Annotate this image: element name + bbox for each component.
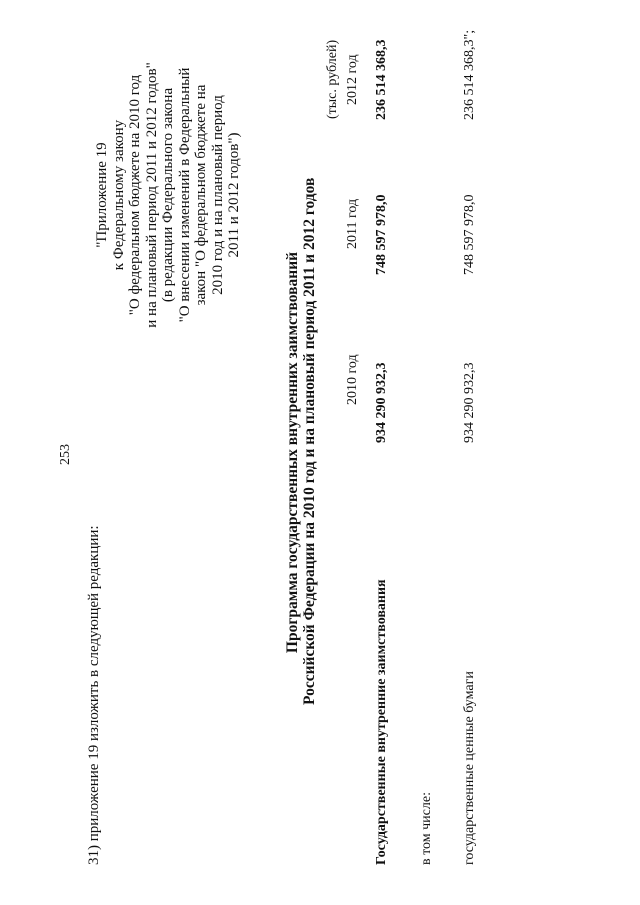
appendix-line: и на плановый период 2011 и 2012 годов" bbox=[143, 62, 160, 328]
appendix-line: 2010 год и на плановый период bbox=[209, 95, 226, 295]
units-label: (тыс. рублей) bbox=[325, 39, 340, 119]
table-cell: 748 597 978,0 bbox=[374, 194, 389, 275]
column-header-2011: 2011 год bbox=[345, 198, 360, 249]
table-cell: 748 597 978,0 bbox=[462, 194, 477, 275]
appendix-line: закон "О федеральном бюджете на bbox=[193, 84, 209, 306]
table-row-label: в том числе: bbox=[419, 792, 434, 865]
appendix-line: "О внесении изменений в Федеральный bbox=[176, 67, 193, 323]
table-row-label: государственные ценные бумаги bbox=[462, 671, 477, 865]
appendix-line: 2011 и 2012 годов") bbox=[226, 132, 242, 258]
table-cell: 934 290 932,3 bbox=[462, 362, 477, 443]
table-row-label: Государственные внутренние заимствования bbox=[374, 579, 389, 865]
column-header-2012: 2012 год bbox=[345, 54, 360, 105]
appendix-line: "О федеральном бюджете на 2010 год bbox=[127, 74, 143, 316]
table-cell: 934 290 932,3 bbox=[374, 362, 389, 443]
page-number: 253 bbox=[58, 444, 73, 465]
title-line: Российской Федерации на 2010 год и на плановый период 2011 и 2012 годов bbox=[301, 177, 318, 705]
table-cell: 236 514 368,3 bbox=[374, 39, 389, 120]
appendix-line: (в редакции Федерального закона bbox=[160, 87, 176, 303]
title-line: Программа государственных внутренних заимствований bbox=[284, 251, 301, 654]
appendix-line: "Приложение 19 bbox=[94, 142, 110, 248]
appendix-line: к Федеральному закону bbox=[110, 119, 127, 271]
appendix-header bbox=[94, 45, 243, 345]
intro-text: 31) приложение 19 изложить в следующей редакции: bbox=[86, 525, 102, 865]
column-header-2010: 2010 год bbox=[345, 354, 360, 405]
document-title bbox=[284, 177, 318, 705]
table-cell: 236 514 368,3"; bbox=[462, 29, 477, 120]
